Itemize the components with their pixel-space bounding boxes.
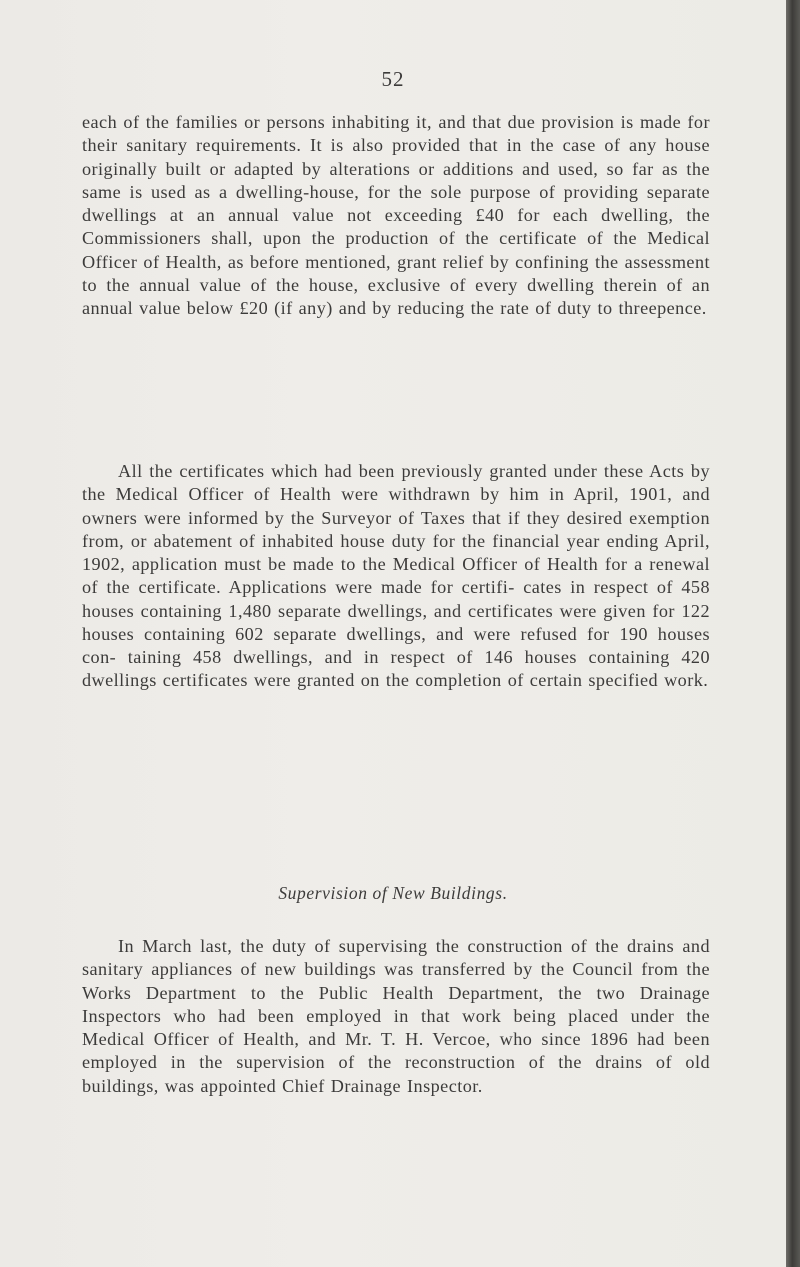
paragraph-text: All the certificates which had been previously granted under these Acts by the Medical Officer of Health were withdrawn by him in April, 1901, and owners were informed by the Surveyor of Taxes that if they desired exemption from, or abatement of inhabited house duty for the financial year ending April, 1902, application must be made to the Medical Officer of Health for a renewal of the certificate. Applications were made for certifi- cates in respect of 458 houses containing 1,480 separate dwellings, and certificates were given for 122 houses containing 602 separate dwellings, and were refused for 190 houses con- taining 458 dwellings, and in respect of 146 houses containing 420 dwellings certificates were granted on the completion of certain specified work. xyxy=(82,461,710,691)
paragraph-continuation xyxy=(82,111,710,320)
section-heading: Supervision of New Buildings. xyxy=(278,883,508,903)
page-edge-shadow xyxy=(786,0,800,1267)
paragraph-text: each of the families or persons inhabiting it, and that due provision is made for their sanitary requirements. It is also provided that in the case of any house originally built or adapted by alterations or additions and used, so far as the same is used as a dwelling-house, for the sole purpose of providing separate dwellings at an annual value not exceeding £40 for each dwelling, the Commissioners shall, upon the production of the certificate of the Medical Officer of Health, as before mentioned, grant relief by confining the assessment to the annual value of the house, exclusive of every dwelling therein of an annual value below £20 (if any) and by reducing the rate of duty to threepence. xyxy=(82,112,710,318)
paragraph-supervision xyxy=(82,935,710,1098)
paragraph-text: In March last, the duty of supervising the construction of the drains and sanitary appliances of new buildings was transferred by the Council from the Works Department to the Public Health Department, the two Drainage Inspectors who had been employed in that work being placed under the Medical Officer of Health, and Mr. T. H. Vercoe, who since 1896 had been employed in the supervision of the reconstruction of the drains of old buildings, was appointed Chief Drainage Inspector. xyxy=(82,936,710,1096)
paragraph-certificates xyxy=(82,460,710,693)
page-number: 52 xyxy=(381,67,405,91)
